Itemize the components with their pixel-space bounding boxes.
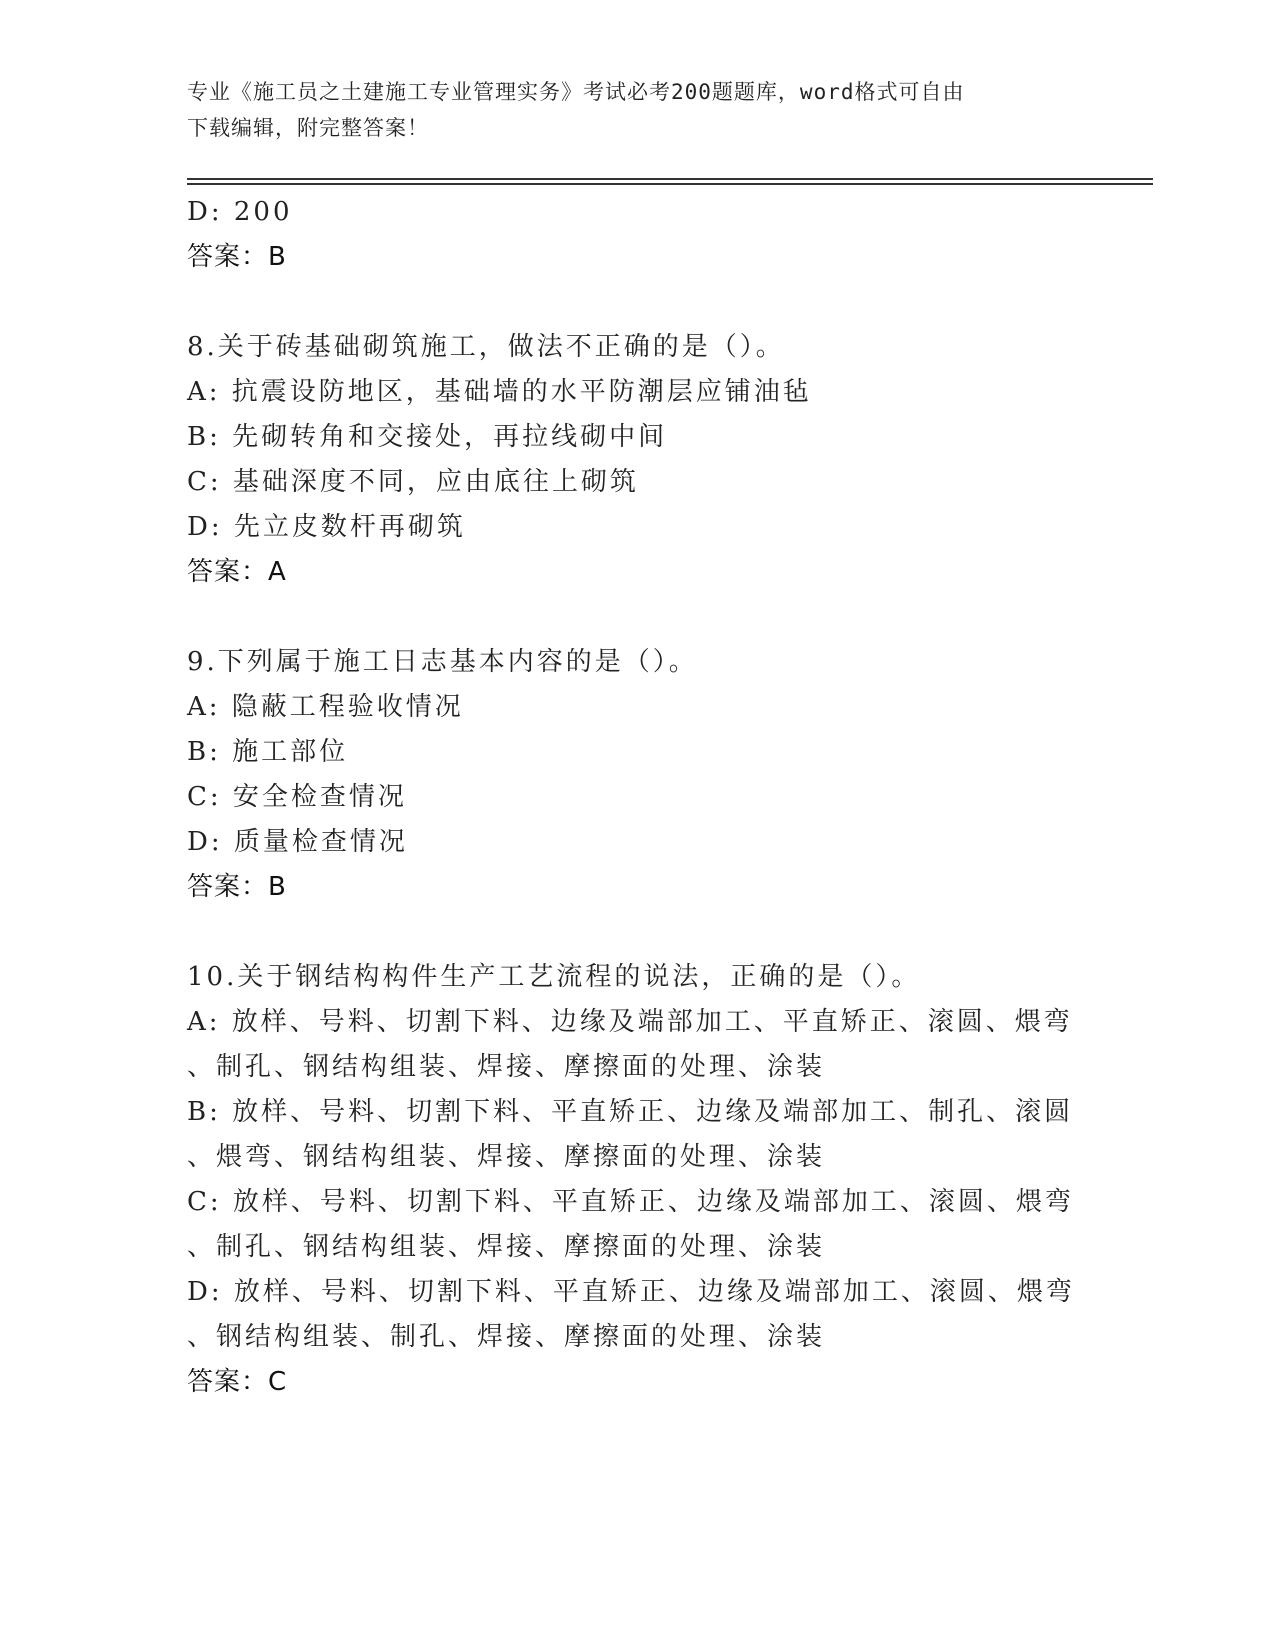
option-a-line-2: 、制孔、钢结构组装、焊接、摩擦面的处理、涂装 — [187, 1052, 826, 1082]
option-c: C: 基础深度不同，应由底往上砌筑 — [187, 467, 639, 497]
spacer — [187, 910, 1077, 955]
option-d: D: 200 — [187, 197, 293, 227]
option-b-line-1: B: 放样、号料、切割下料、平直矫正、边缘及端部加工、制孔、滚圆 — [187, 1097, 1074, 1127]
option-c-line-2: 、制孔、钢结构组装、焊接、摩擦面的处理、涂装 — [187, 1232, 826, 1262]
spacer — [187, 595, 1077, 640]
question-stem: 10.关于钢结构构件生产工艺流程的说法，正确的是（）。 — [187, 962, 921, 992]
answer-line: 答案：B — [187, 872, 287, 902]
document-body — [187, 190, 1077, 1405]
option-d: D: 质量检查情况 — [187, 827, 408, 857]
question-stem: 8.关于砖基础砌筑施工，做法不正确的是（）。 — [187, 332, 785, 362]
option-d-line-1: D: 放样、号料、切割下料、平直矫正、边缘及端部加工、滚圆、煨弯 — [187, 1277, 1075, 1307]
option-c-line-1: C: 放样、号料、切割下料、平直矫正、边缘及端部加工、滚圆、煨弯 — [187, 1187, 1074, 1217]
header-line-1: 专业《施工员之土建施工专业管理实务》考试必考200题题库，word格式可自由 — [187, 80, 965, 104]
option-a-line-1: A: 放样、号料、切割下料、边缘及端部加工、平直矫正、滚圆、煨弯 — [187, 1007, 1073, 1037]
option-d-line-2: 、钢结构组装、制孔、焊接、摩擦面的处理、涂装 — [187, 1322, 826, 1352]
question-10 — [187, 955, 1077, 1405]
option-b: B: 施工部位 — [187, 737, 349, 767]
question-8 — [187, 325, 1077, 595]
header-line-2: 下载编辑，附完整答案！ — [187, 116, 429, 140]
option-a: A: 隐蔽工程验收情况 — [187, 692, 464, 722]
previous-question-tail — [187, 190, 1077, 280]
answer-line: 答案：A — [187, 557, 287, 587]
answer-line: 答案：B — [187, 242, 287, 272]
document-header — [187, 74, 1067, 146]
spacer — [187, 280, 1077, 325]
option-a: A: 抗震设防地区，基础墙的水平防潮层应铺油毡 — [187, 377, 812, 407]
question-stem: 9.下列属于施工日志基本内容的是（）。 — [187, 647, 698, 677]
answer-line: 答案：C — [187, 1367, 288, 1397]
option-c: C: 安全检查情况 — [187, 782, 407, 812]
header-divider-bottom — [187, 183, 1153, 185]
option-b-line-2: 、煨弯、钢结构组装、焊接、摩擦面的处理、涂装 — [187, 1142, 826, 1172]
option-b: B: 先砌转角和交接处，再拉线砌中间 — [187, 422, 668, 452]
option-d: D: 先立皮数杆再砌筑 — [187, 512, 466, 542]
header-divider-top — [187, 178, 1153, 180]
question-9 — [187, 640, 1077, 910]
